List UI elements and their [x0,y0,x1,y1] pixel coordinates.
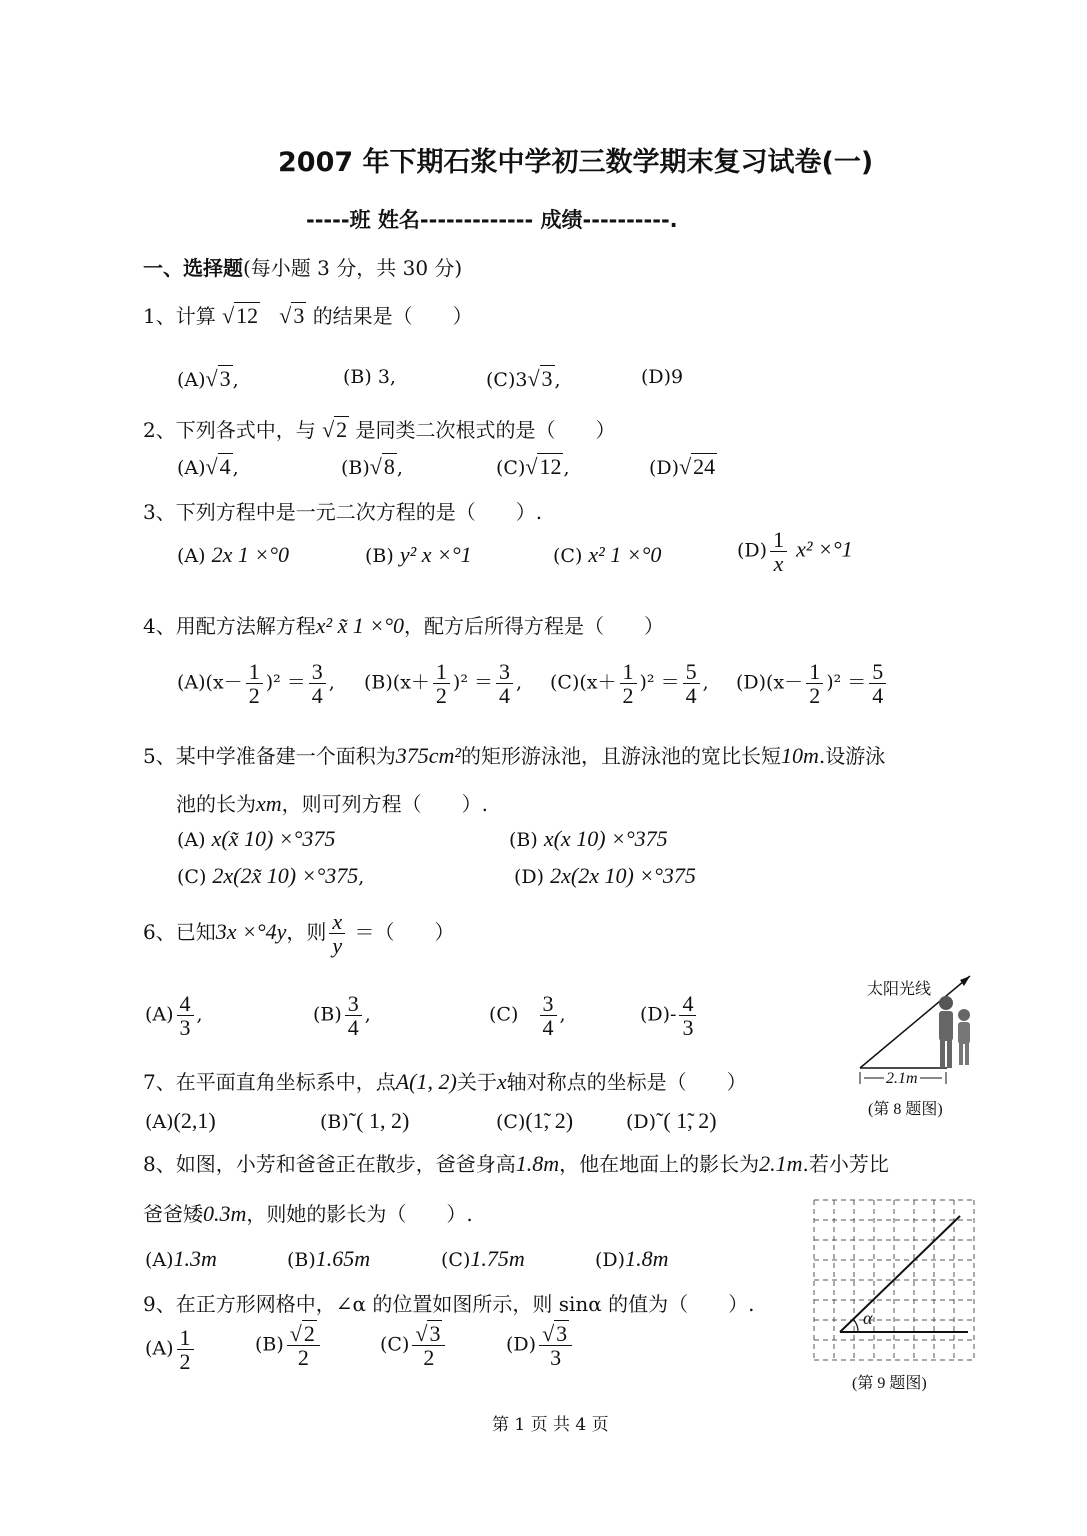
angle-label: α [863,1308,873,1328]
arrow-icon [960,976,970,986]
q4-option-a[interactable]: (A)(x－ $\frac{1}{2}$ )² ＝ $\frac{3}{4}$ , [177,659,335,709]
question-1 [143,300,473,329]
q1-sqrt-2: √3 [279,303,305,328]
q8-option-a[interactable]: (A)1.3m [145,1246,217,1271]
question-7: 7、在平面直角坐标系中，点A(1, 2)关于x轴对称点的坐标是（ ） [143,1069,747,1094]
q1-option-a[interactable]: (A)√3 , [177,366,239,391]
q9-option-b[interactable]: (B) $\frac{√2}{2}$ [255,1322,323,1369]
q6-option-c[interactable]: (C) $\frac{3}{4}$ , [489,991,566,1041]
q4-option-b[interactable]: (B)(x＋ $\frac{1}{2}$ )² ＝ $\frac{3}{4}$ , [364,659,523,709]
question-8-line-2: 爸爸矮0.3m，则她的影长为（ ）. [143,1201,473,1226]
q5-option-b[interactable]: (B) x(x 10) ×°375 [509,826,668,851]
q3-option-b[interactable]: (B) y² x ×°1 [365,542,472,567]
q6-option-b[interactable]: (B) $\frac{3}{4}$ , [313,991,371,1041]
question-3: 3、下列方程中是一元二次方程的是（ ）. [143,500,543,524]
q2-option-c[interactable]: (C)√12 , [496,454,570,479]
sun-ray-label: 太阳光线 [867,981,932,998]
question-5-line-2: 池的长为xm，则可列方程（ ）. [176,791,489,816]
page-title: 2007 年下期石浆中学初三数学期末复习试卷(一) [278,147,874,178]
q6-option-d[interactable]: (D)- $\frac{4}{3}$ [640,992,699,1039]
section-title [143,252,462,281]
q5-option-d[interactable]: (D) 2x(2x 10) ×°375 [514,863,696,888]
q2-option-d[interactable]: (D)√24 [649,454,716,479]
class-name-label: -----班 姓名 [306,208,420,232]
q7-option-d[interactable]: (D)˜( 1̃, 2) [626,1108,717,1133]
q2-sqrt: √2 [322,417,348,442]
question-6: 6、已知3x ×°4y，则 $\frac{x}{y}$ ＝（ ） [143,909,455,959]
q1-option-b[interactable]: (B) 3, [343,366,396,388]
page-footer: 第 1 页 共 4 页 [492,1415,609,1435]
angle-ray-upper [840,1216,960,1332]
q1-option-d[interactable]: (D)9 [641,366,684,388]
q4-option-d[interactable]: (D)(x－ $\frac{1}{2}$ )² ＝ $\frac{5}{4}$ [736,660,889,707]
q1-number: 1、 [143,304,176,328]
q4-option-c[interactable]: (C)(x＋ $\frac{1}{2}$ )² ＝ $\frac{5}{4}$ , [550,659,709,709]
question-5: 5、某中学准备建一个面积为375cm²的矩形游泳池，且游泳池的宽比长短10m.设游泳 [143,743,886,768]
q3-option-a[interactable]: (A) 2x 1 ×°0 [177,542,290,567]
header-line [306,204,678,234]
shadow-length-label: 2.1m [886,1070,918,1087]
question-4: 4、用配方法解方程x² x̃ 1 ×°0，配方后所得方程是（ ） [143,613,665,638]
q1-option-c[interactable]: (C)3√3 , [486,366,561,391]
name-blank: ------------- [419,208,534,232]
figure-9 [808,1196,980,1366]
question-9: 9、在正方形网格中，∠α 的位置如图所示，则 sinα 的值为（ ）. [143,1292,755,1316]
q3-option-c[interactable]: (C) x² 1 ×°0 [553,542,662,567]
q1-sqrt-1: √12 [222,303,259,328]
q6-option-a[interactable]: (A) $\frac{4}{3}$ , [145,991,203,1041]
section-note: (每小题 3 分，共 30 分) [243,256,463,280]
q9-option-d[interactable]: (D) $\frac{√3}{3}$ [506,1322,575,1369]
q1-text-a: 计算 [175,304,216,328]
score-blank: ----------. [582,208,678,232]
q8-option-d[interactable]: (D)1.8m [595,1246,669,1271]
q1-text-b: 的结果是（ ） [312,304,473,328]
q7-option-a[interactable]: (A)(2,1) [145,1108,216,1133]
q7-option-c[interactable]: (C)(1̃, 2) [496,1108,574,1133]
q8-option-b[interactable]: (B)1.65m [287,1246,371,1271]
q9-option-c[interactable]: (C) $\frac{√3}{2}$ [380,1322,448,1369]
q5-option-c[interactable]: (C) 2x(2x̃ 10) ×°375, [177,863,365,888]
section-title-text: 一、选择题 [143,256,243,280]
q9-option-a[interactable]: (A) $\frac{1}{2}$ [145,1326,197,1373]
girl-figure-icon [958,1009,970,1065]
q7-option-b[interactable]: (B)˜( 1, 2) [320,1108,410,1133]
question-8: 8、如图，小芳和爸爸正在散步，爸爸身高1.8m，他在地面上的影长为2.1m.若小芳比 [143,1151,889,1176]
figure-8-caption: (第 8 题图) [868,1101,943,1118]
q8-option-c[interactable]: (C)1.75m [441,1246,525,1271]
dad-figure-icon [939,996,953,1068]
q3-option-d[interactable]: (D) $\frac{1}{x}$ x² ×°1 [737,527,853,577]
q2-option-b[interactable]: (B)√8 , [341,454,403,479]
question-2: 2、下列各式中，与 √2 是同类二次根式的是（ ） [143,417,616,442]
q2-option-a[interactable]: (A)√4 , [177,454,239,479]
figure-9-caption: (第 9 题图) [852,1375,927,1392]
score-label: 成绩 [540,208,583,232]
q5-option-a[interactable]: (A) x(x̃ 10) ×°375 [177,826,336,851]
